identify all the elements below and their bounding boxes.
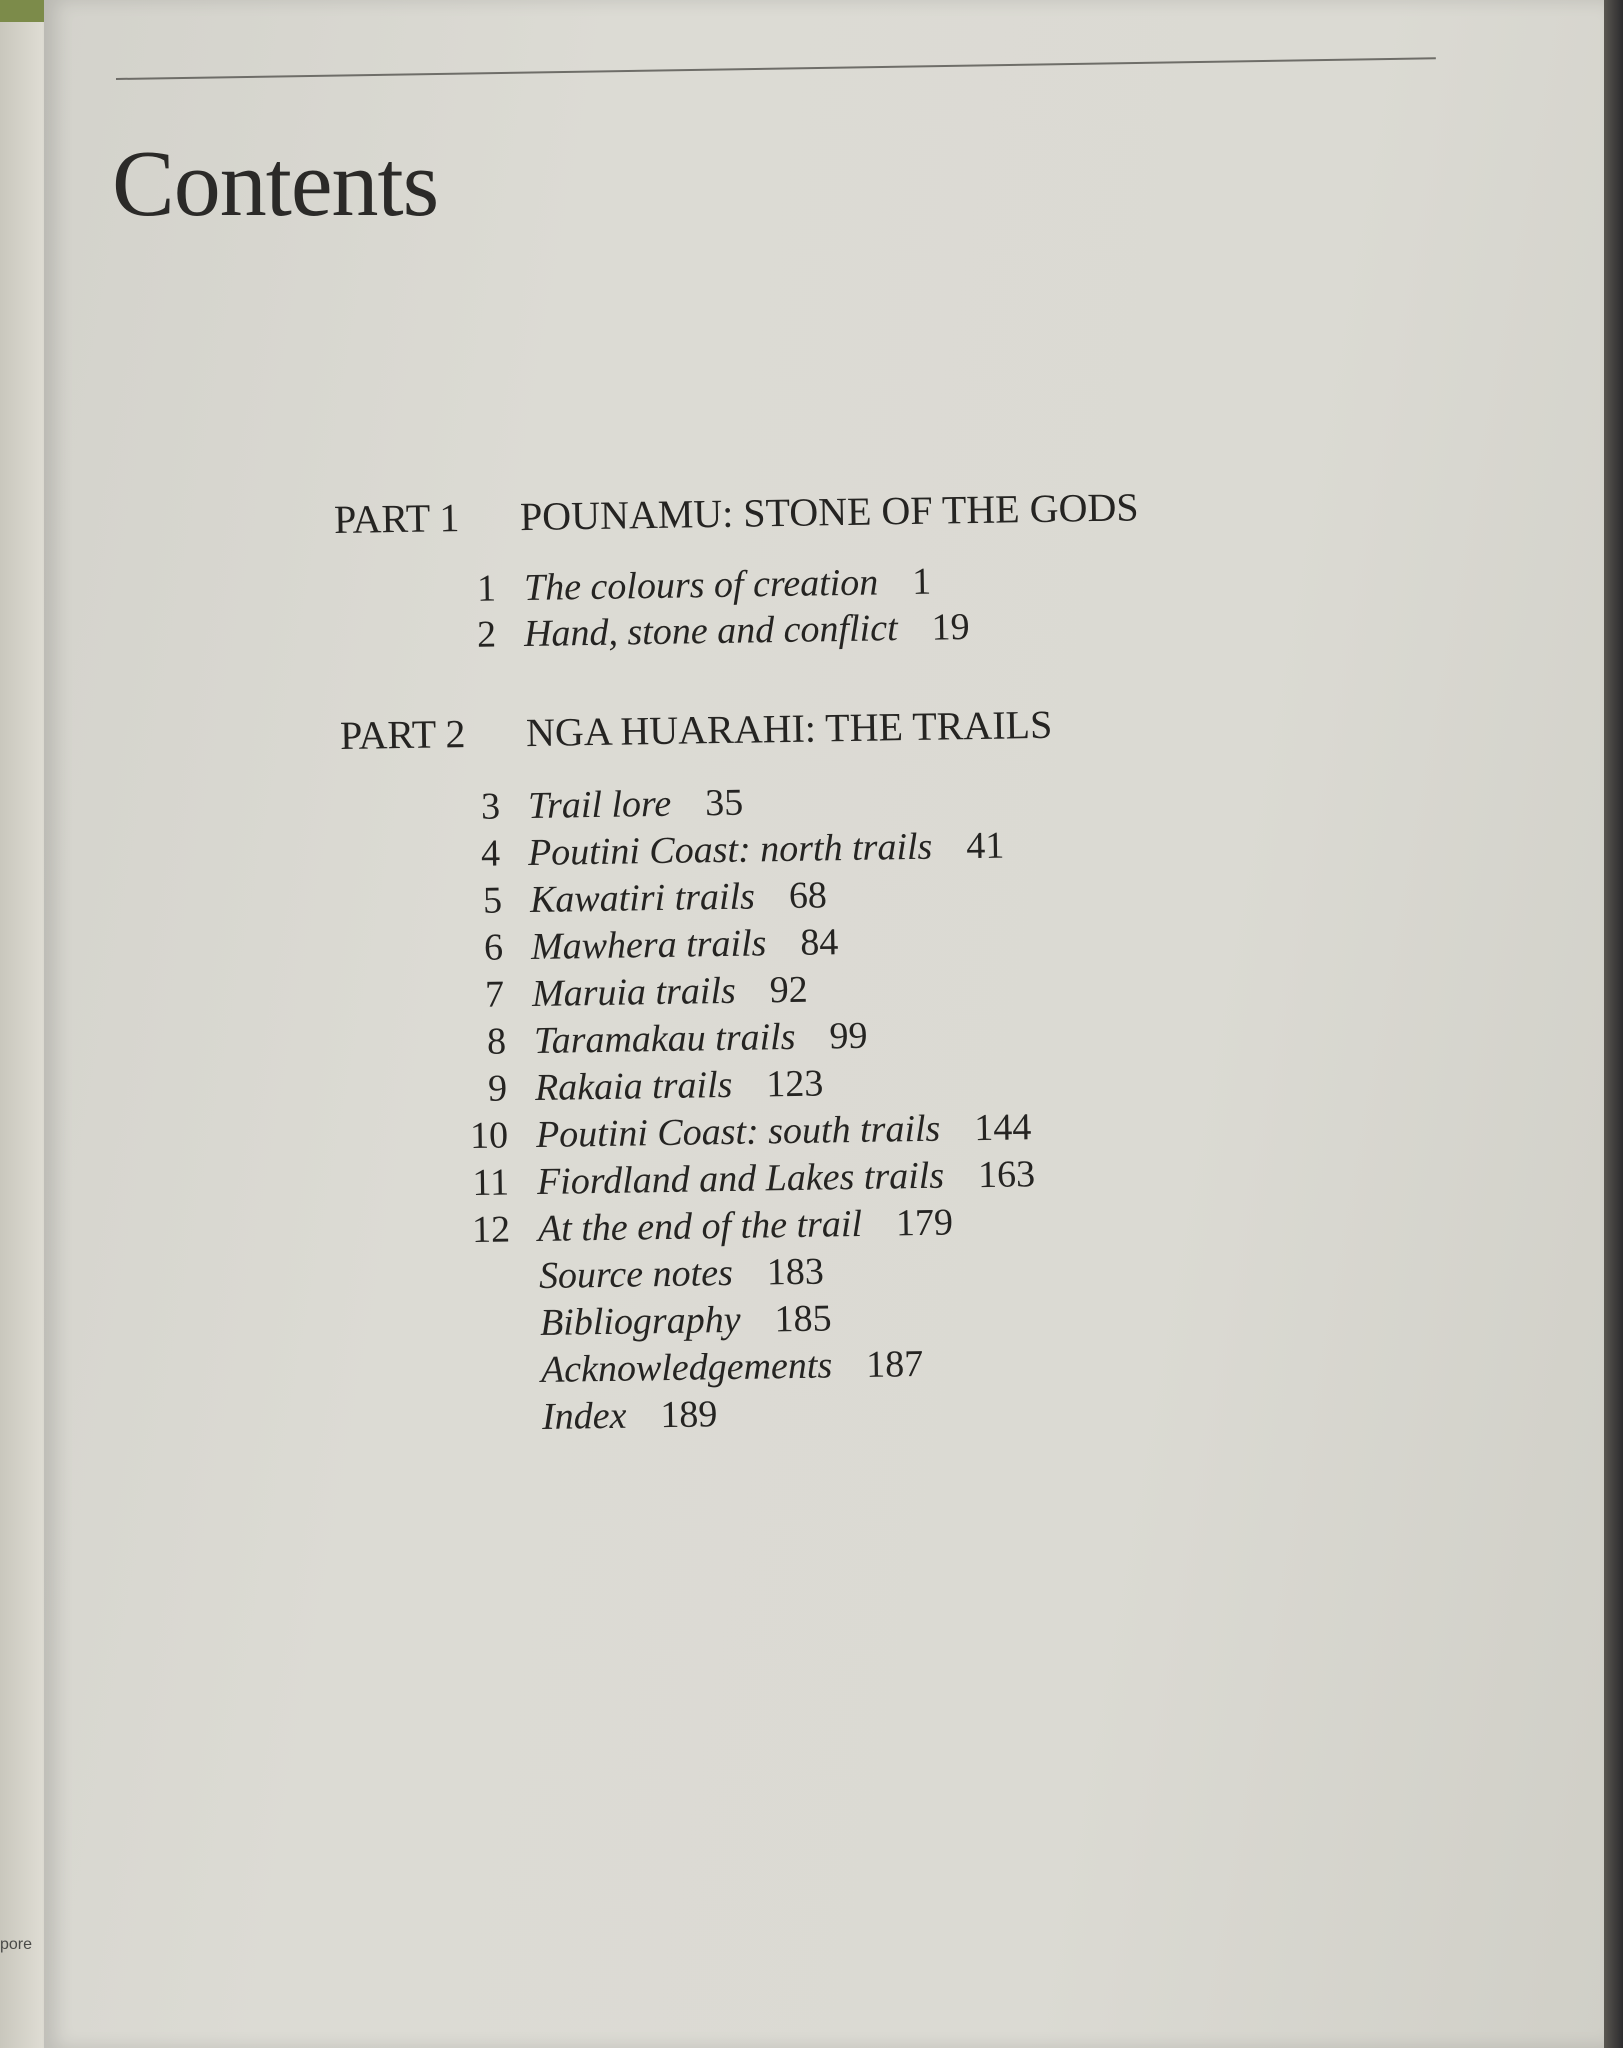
section-title: Acknowledgements [540, 1344, 833, 1391]
chapter-title: Rakaia trails [534, 1063, 733, 1109]
part-1-heading [334, 483, 1139, 543]
chapter-title: Maruia trails [531, 969, 737, 1015]
toc-back-matter-entry [541, 1342, 924, 1392]
chapter-title: The colours of creation [523, 561, 879, 609]
chapter-title: Poutini Coast: north trails [527, 825, 933, 874]
section-title: Source notes [538, 1251, 734, 1297]
chapter-number: 7 [484, 973, 505, 1016]
chapter-number: 4 [480, 832, 501, 875]
part-label: PART 2 [339, 711, 466, 758]
part-title: NGA HUARAHI: THE TRAILS [525, 701, 1053, 756]
toc-back-matter-entry [539, 1250, 824, 1298]
toc-back-matter-entry [540, 1296, 832, 1345]
page-number: 185 [774, 1297, 832, 1341]
chapter-number: 8 [486, 1020, 507, 1063]
book-page [44, 0, 1604, 2048]
toc-entry [480, 824, 1005, 875]
page-number: 41 [965, 824, 1005, 868]
chapter-number: 3 [480, 785, 501, 828]
toc-entry [482, 873, 828, 922]
chapter-number: 5 [482, 879, 503, 922]
toc-entry [476, 605, 970, 656]
chapter-number: 9 [487, 1067, 508, 1110]
page-number: 68 [788, 874, 828, 917]
toc-entry [472, 1152, 1036, 1205]
page-number: 92 [769, 968, 809, 1012]
toc-entry [483, 920, 839, 969]
toc-entry [469, 1105, 1032, 1158]
part-title: POUNAMU: STONE OF THE GODS [519, 484, 1139, 540]
chapter-title: Fiordland and Lakes trails [536, 1154, 945, 1203]
page-number: 1 [911, 560, 932, 603]
chapter-title: Mawhera trails [530, 922, 767, 968]
chapter-number: 10 [469, 1114, 509, 1158]
toc-entry [486, 1014, 868, 1063]
chapter-number: 6 [483, 926, 504, 969]
chapter-number: 2 [476, 613, 497, 656]
toc-entry [476, 560, 932, 610]
chapter-number: 11 [472, 1161, 510, 1205]
chapter-title: Trail lore [527, 782, 672, 827]
section-title: Index [541, 1394, 627, 1438]
page-number: 84 [800, 921, 839, 964]
chapter-title: Hand, stone and conflict [523, 607, 898, 655]
adjacent-page-text: pore [0, 1936, 33, 1953]
page-number: 35 [704, 781, 744, 825]
page-number: 99 [829, 1014, 868, 1058]
page-title: Contents [112, 132, 439, 236]
part-label: PART 1 [333, 495, 460, 542]
chapter-title: At the end of the trail [537, 1202, 863, 1250]
chapter-title: Taramakau trails [533, 1015, 796, 1062]
toc-back-matter-entry [542, 1392, 718, 1439]
part-2-heading [340, 701, 1053, 759]
toc-entry [487, 1061, 824, 1110]
chapter-title: Poutini Coast: south trails [535, 1107, 941, 1156]
chapter-number: 12 [471, 1208, 511, 1252]
header-rule [116, 57, 1436, 80]
page-number: 19 [931, 606, 970, 649]
page-number: 144 [973, 1106, 1032, 1150]
page-number: 187 [865, 1342, 924, 1386]
chapter-title: Kawatiri trails [529, 875, 756, 921]
page-number: 179 [895, 1201, 954, 1245]
toc-entry [480, 781, 744, 828]
page-number: 163 [977, 1153, 1036, 1197]
page-number: 123 [766, 1062, 824, 1106]
section-title: Bibliography [539, 1298, 741, 1344]
toc-entry [484, 968, 809, 1016]
chapter-number: 1 [476, 567, 497, 610]
page-number: 189 [660, 1393, 718, 1437]
page-number: 183 [766, 1250, 825, 1294]
toc-entry [471, 1200, 954, 1252]
